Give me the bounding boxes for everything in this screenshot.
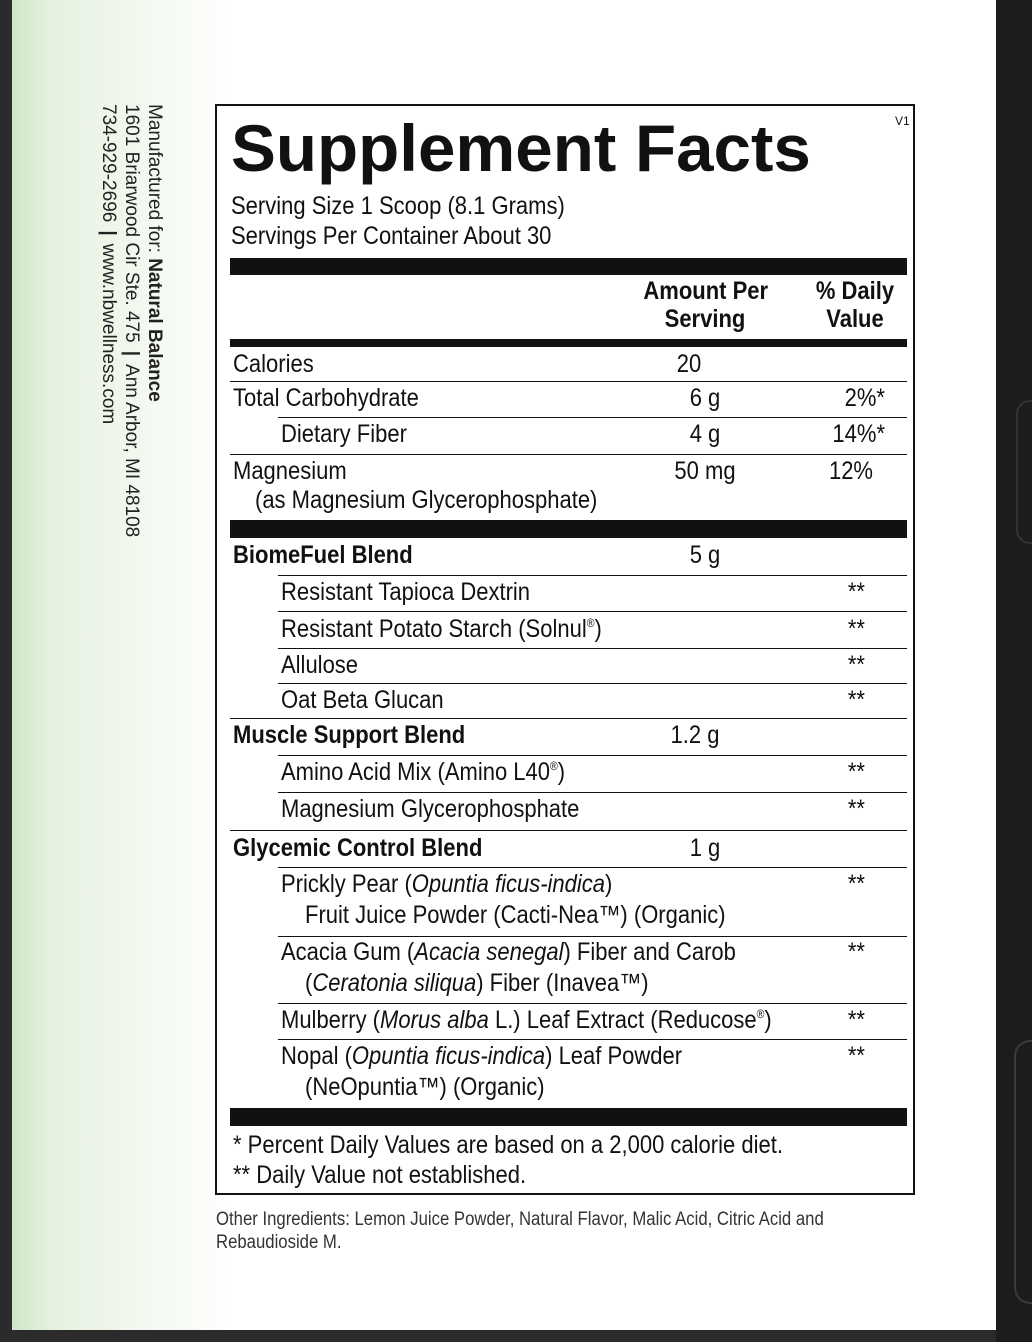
blend-glycemic-name: Glycemic Control Blend	[233, 834, 483, 862]
ingredient-prickly-latin: Opuntia ficus-indica	[411, 870, 606, 898]
blend-glycemic-amount: 1 g	[689, 834, 721, 862]
version-label: V1	[895, 114, 910, 128]
manufacturer-website: www.nbwellness.com	[98, 243, 119, 425]
ingredient-nopal-a: Nopal (	[281, 1042, 352, 1070]
servings-per-container: Servings Per Container About 30	[231, 222, 552, 250]
blend-muscle-name: Muscle Support Blend	[233, 721, 466, 749]
ingredient-nopal	[281, 1041, 682, 1071]
address-line	[120, 104, 143, 624]
row-carb-amount: 6 g	[689, 384, 721, 412]
amount-header-line2: Serving	[664, 305, 746, 333]
row-calories-amount: 20	[676, 350, 702, 378]
row-divider	[278, 792, 907, 793]
row-divider	[230, 830, 907, 831]
ingredient-amino-text: Amino Acid Mix (Amino L40	[281, 758, 551, 786]
amount-header-line1: Amount Per	[643, 277, 769, 305]
row-magnesium-dv: 12%	[828, 457, 873, 485]
ingredient-potato-starch	[281, 614, 602, 644]
ingredient-mulberry-latin: Morus alba	[380, 1006, 489, 1034]
registered-mark: ®	[586, 616, 595, 630]
ingredient-acacia-2a: (	[305, 969, 313, 997]
dv-not-established: **	[847, 870, 865, 898]
ingredient-carob-latin: Ceratonia siliqua	[312, 969, 477, 997]
manufacturer-city: Ann Arbor, MI 48108	[121, 364, 142, 538]
thick-divider	[230, 1108, 907, 1126]
row-divider	[278, 648, 907, 649]
ingredient-potato-text: Resistant Potato Starch (Solnul	[281, 615, 587, 643]
row-divider	[278, 1039, 907, 1040]
row-divider	[278, 867, 907, 868]
ingredient-acacia-gum	[281, 937, 736, 967]
ingredient-nopal-latin: Opuntia ficus-indica	[351, 1042, 546, 1070]
registered-mark: ®	[550, 759, 558, 773]
ingredient-acacia-2b: ) Fiber (Inavea™)	[476, 969, 649, 997]
separator: |	[98, 230, 119, 236]
serving-size: Serving Size 1 Scoop (8.1 Grams)	[231, 192, 565, 220]
registered-mark: ®	[756, 1007, 765, 1021]
ingredient-mulberry-a: Mulberry (	[281, 1006, 381, 1034]
row-fiber-amount: 4 g	[689, 420, 721, 448]
ingredient-nopal-b: ) Leaf Powder	[545, 1042, 683, 1070]
row-calories-name: Calories	[233, 350, 314, 378]
ingredient-prickly-line2: Fruit Juice Powder (Cacti-Nea™) (Organic)	[305, 901, 726, 929]
dv-not-established: **	[847, 938, 865, 966]
ingredient-prickly-pear	[281, 869, 612, 899]
manufacturer-prefix: Manufactured for:	[144, 104, 165, 259]
ingredient-acacia-a: Acacia Gum (	[281, 938, 415, 966]
ingredient-allulose: Allulose	[281, 651, 359, 679]
row-divider	[230, 454, 907, 455]
dv-not-established: **	[847, 615, 865, 643]
row-divider	[278, 417, 907, 418]
facts-title: Supplement Facts	[231, 111, 811, 185]
ingredient-magnesium-glycerophosphate: Magnesium Glycerophosphate	[281, 795, 580, 823]
blend-biomefuel-name: BiomeFuel Blend	[233, 541, 413, 569]
footnote-daily-values: * Percent Daily Values are based on a 2,000 calorie diet.	[233, 1131, 783, 1159]
manufacturer-name: Natural Balance	[144, 258, 165, 402]
row-divider	[278, 1003, 907, 1004]
row-magnesium-name: Magnesium	[233, 457, 347, 485]
ingredient-tapioca: Resistant Tapioca Dextrin	[281, 578, 531, 606]
ingredient-mulberry-b: L.) Leaf Extract (Reducose	[488, 1006, 757, 1034]
right-edge-frame	[996, 0, 1032, 1342]
ingredient-nopal-line2: (NeOpuntia™) (Organic)	[305, 1073, 545, 1101]
row-divider	[278, 575, 907, 576]
dv-header-line1: % Daily	[815, 277, 895, 305]
ingredient-acacia-line2	[305, 968, 649, 998]
other-ingredients: Other Ingredients: Lemon Juice Powder, Natural Flavor, Malic Acid, Citric Acid and Rebaudioside M.	[216, 1209, 824, 1253]
dv-header-line2: Value	[826, 305, 884, 333]
row-divider	[278, 611, 907, 612]
ingredient-amino-end: )	[557, 758, 566, 786]
dv-not-established: **	[847, 1042, 865, 1070]
row-fiber-dv: 14%*	[832, 420, 885, 448]
ingredient-oat-beta-glucan: Oat Beta Glucan	[281, 686, 444, 714]
ingredient-potato-end: )	[594, 615, 602, 643]
thick-divider	[230, 520, 907, 538]
medium-divider	[230, 339, 907, 347]
dv-not-established: **	[847, 651, 865, 679]
edge-decoration	[1014, 1040, 1032, 1304]
supplement-facts-panel	[215, 104, 915, 1195]
footnote-not-established: ** Daily Value not established.	[233, 1161, 527, 1189]
ingredient-mulberry-c: )	[764, 1006, 772, 1034]
manufacturer-address: 1601 Briarwood Cir Ste. 475	[121, 104, 142, 343]
ingredient-prickly-a: Prickly Pear (	[281, 870, 412, 898]
ingredient-acacia-b: ) Fiber and Carob	[563, 938, 736, 966]
dv-not-established: **	[847, 758, 865, 786]
manufacturer-line	[143, 104, 166, 624]
row-divider	[230, 381, 907, 382]
ingredient-prickly-b: )	[605, 870, 613, 898]
thick-divider	[230, 258, 907, 275]
row-fiber-name: Dietary Fiber	[281, 420, 407, 448]
dv-not-established: **	[847, 795, 865, 823]
contact-line	[97, 104, 120, 624]
blend-muscle-amount: 1.2 g	[670, 721, 720, 749]
edge-decoration	[1016, 400, 1032, 544]
manufacturer-phone: 734-929-2696	[98, 104, 119, 223]
row-divider	[278, 683, 907, 684]
ingredient-mulberry	[281, 1005, 772, 1035]
row-carb-name: Total Carbohydrate	[233, 384, 419, 412]
separator: |	[121, 350, 142, 357]
dv-not-established: **	[847, 578, 865, 606]
row-divider	[230, 718, 907, 719]
row-magnesium-sub: (as Magnesium Glycerophosphate)	[255, 486, 598, 514]
row-divider	[278, 755, 907, 756]
ingredient-amino-acid-mix	[281, 757, 565, 787]
manufacturer-info	[96, 104, 166, 624]
blend-biomefuel-amount: 5 g	[689, 541, 721, 569]
dv-not-established: **	[847, 1006, 865, 1034]
row-magnesium-amount: 50 mg	[674, 457, 736, 485]
dv-not-established: **	[847, 686, 865, 714]
row-carb-dv: 2%*	[844, 384, 885, 412]
ingredient-acacia-latin: Acacia senegal	[414, 938, 564, 966]
